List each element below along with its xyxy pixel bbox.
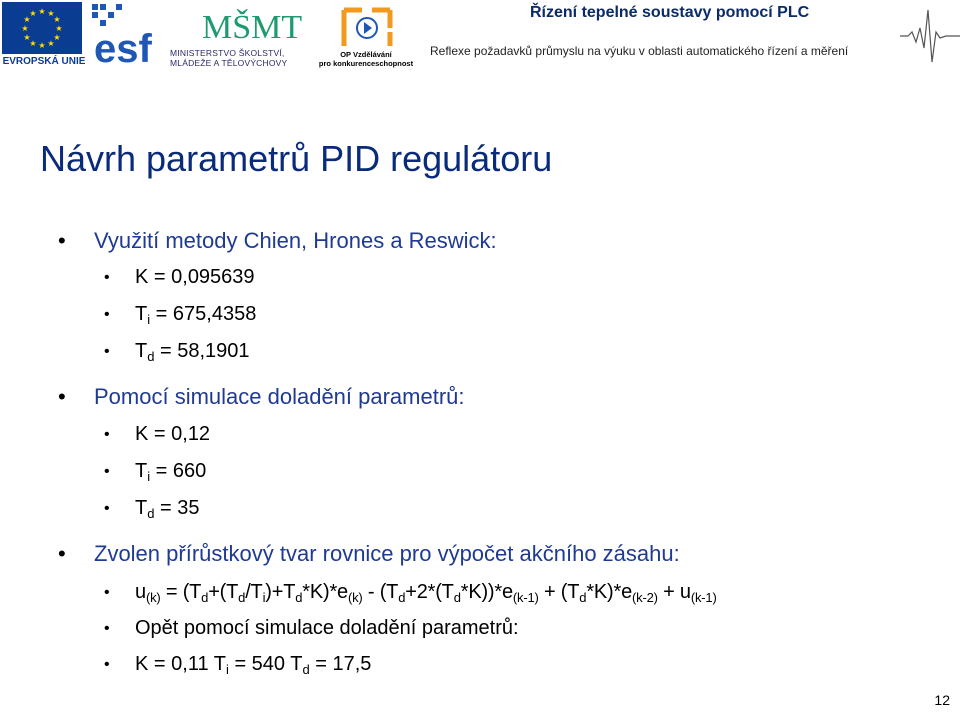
svg-text:★: ★ <box>47 39 55 48</box>
svg-text:★: ★ <box>21 24 29 33</box>
svg-text:★: ★ <box>38 41 46 50</box>
bullet-dot: • <box>58 228 66 253</box>
bullet-text: K = 0,11 $T_i = 540$ $T_d = 17,5$ <box>135 653 372 677</box>
esf-logo <box>92 2 166 66</box>
bullet-text: $T_i = 675,4358$ <box>135 303 257 327</box>
bullet-dot: • <box>104 656 110 673</box>
svg-text:★: ★ <box>55 24 63 33</box>
bullet-text: $T_d = 35$ <box>135 497 200 521</box>
svg-text:★: ★ <box>47 9 55 18</box>
page-number: 12 <box>934 692 950 708</box>
bullet-dot: • <box>58 384 66 409</box>
esf-logo-text: esf <box>94 27 152 66</box>
bullet-dot: • <box>58 541 66 566</box>
bullet-dot: • <box>104 584 110 601</box>
svg-text:★: ★ <box>29 39 37 48</box>
header-subtitle: Reflexe požadavků průmyslu na výuku v oblasti automatického řízení a měření <box>430 44 849 58</box>
signal-wave-icon <box>900 2 960 68</box>
bullet-text: $T_d = 58,1901$ <box>135 340 250 364</box>
eu-flag-logo <box>2 2 82 54</box>
bullet-dot: • <box>104 343 110 360</box>
control-equation: $u_{(k)} = (T_d+(T_d/T_i)+T_d*K)*e_{(k)} - (T_d+2*(T_d*K))*e_{(k-1)} + (T_d*K)*e_{(k-2)} + u_{(k-1)}$ <box>135 581 717 605</box>
bullet-dot: • <box>104 426 110 443</box>
msmt-logo-text: MŠMT <box>202 9 303 46</box>
svg-text:★: ★ <box>53 33 61 42</box>
op-caption-line1: OP Vzdělávání <box>340 50 392 59</box>
bullet-text: Zvolen přírůstkový tvar rovnice pro výpočet akčního zásahu: <box>94 541 680 566</box>
svg-text:★: ★ <box>29 9 37 18</box>
svg-text:★: ★ <box>38 7 46 16</box>
bullet-text: Využití metody Chien, Hrones a Reswick: <box>94 228 497 253</box>
bullet-text: Pomocí simulace doladění parametrů: <box>94 384 465 409</box>
msmt-caption-line2: MLÁDEŽE A TĚLOVÝCHOVY <box>170 58 288 68</box>
slide-title: Návrh parametrů PID regulátoru <box>40 138 553 179</box>
header-title: Řízení tepelné soustavy pomocí PLC <box>530 4 810 21</box>
op-caption-line2: pro konkurenceschopnost <box>318 59 414 68</box>
bullet-text: Opět pomocí simulace doladění parametrů: <box>135 617 519 639</box>
bullet-dot: • <box>104 463 110 480</box>
bullet-text: K = 0,095639 <box>135 266 255 288</box>
bullet-text: K = 0,12 <box>135 423 211 445</box>
bullet-dot: • <box>104 500 110 517</box>
msmt-caption <box>170 48 287 68</box>
svg-text:★: ★ <box>53 15 61 24</box>
eu-caption: EVROPSKÁ UNIE <box>2 56 86 67</box>
svg-text:★: ★ <box>23 15 31 24</box>
bullet-dot: • <box>104 306 110 323</box>
op-caption <box>318 50 414 68</box>
svg-text:★: ★ <box>23 33 31 42</box>
bullet-text: $T_i = 660$ <box>135 460 207 484</box>
msmt-caption-line1: MINISTERSTVO ŠKOLSTVÍ, <box>170 48 285 58</box>
bullet-dot: • <box>104 269 110 286</box>
bullet-dot: • <box>104 620 110 637</box>
